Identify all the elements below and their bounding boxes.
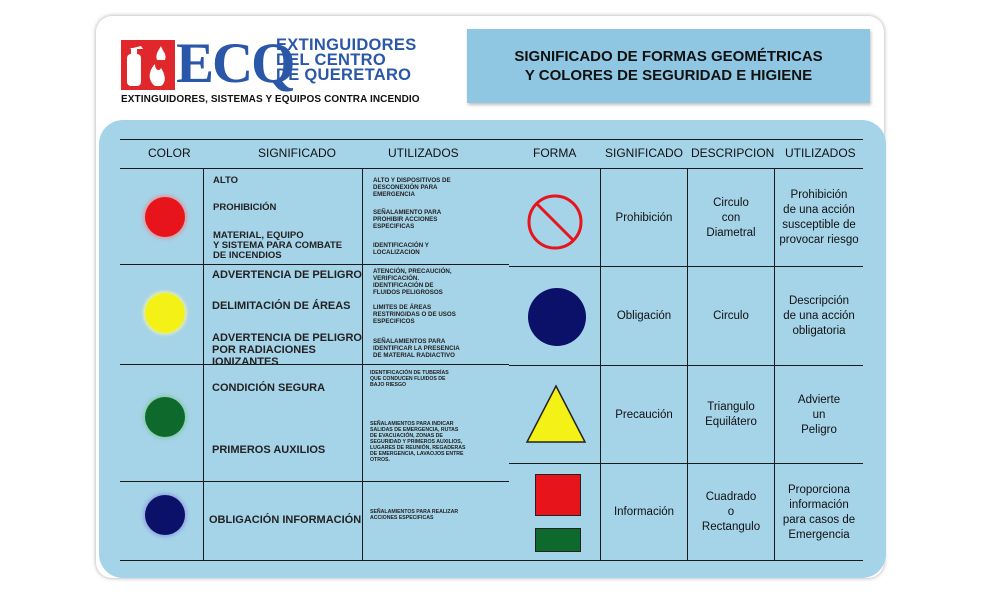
red-color-swatch [145,197,185,237]
significado-item: MATERIAL, EQUIPO Y SISTEMA PARA COMBATE DE INCENDIOS [213,230,343,261]
table-rule [203,168,204,560]
utilizado-item: IDENTIFICACIÓN DE TUBERÍAS QUE CONDUCEN FLUIDOS DE BAJO RIESGO [370,370,449,388]
utilizado-item: ATENCIÓN, PRECAUCIÓN, VERIFICACIÓN. IDENTIFICACIÓN DE FLUIDOS PELIGROSOS [373,268,452,296]
title-line-2: Y COLORES DE SEGURIDAD E HIGIENE [524,67,813,84]
utilizado-item: LIMITES DE ÁREAS RESTRINGIDAS O DE USOS ESPECIFICOS [373,304,456,325]
table-rule [120,264,509,265]
significado-item: PRIMEROS AUXILIOS [212,444,326,456]
significado-item: DELIMITACIÓN DE ÁREAS [212,300,351,312]
navy-color-swatch [145,495,185,535]
significado-cell: Información [613,506,675,518]
title-box [467,29,870,103]
logo-name-line: EXTINGUIDORES [276,36,417,54]
prohibition-circle-icon [526,193,584,251]
table-rule [120,168,863,169]
significado-item: CONDICIÓN SEGURA [212,382,326,394]
table-rule [509,266,863,267]
significado-item: ADVERTENCIA DE PELIGRO POR RADIACIONES IONIZANTES [212,332,362,368]
logo-name-line: DEL CENTRO [276,51,386,69]
significado-cell: Obligación [616,310,672,322]
logo-name-line: DE QUERETARO [276,66,412,84]
utilizados-cell: Advierte un Peligro [797,393,841,436]
header-utilizados-right: UTILIZADOS [785,146,856,160]
utilizado-item: SEÑALAMIENTOS PARA IDENTIFICAR LA PRESENCIA DE MATERIAL RADIACTIVO [373,338,460,359]
header-descripcion: DESCRIPCION [691,146,775,160]
utilizados-cell: Prohibición de una acción susceptible de provocar riesgo [779,189,859,246]
utilizado-item: SEÑALAMIENTOS PARA REALIZAR ACCIONES ESPECIFICAS [370,509,459,521]
green-color-swatch [145,397,185,437]
significado-cell: Precaución [615,408,673,421]
header-utilizados: UTILIZADOS [388,146,459,160]
rectangle-icon [535,528,581,552]
yellow-color-swatch [145,293,185,333]
filled-circle-icon [528,288,586,346]
utilizado-item: IDENTIFICACIÓN Y LOCALIZACION [373,242,429,256]
fire-extinguisher-icon [121,40,175,90]
descripcion-cell: Cuadrado o Rectangulo [701,491,761,533]
utilizados-cell: Descripción de una acción obligatoria [783,295,855,337]
title-line-1: SIGNIFICADO DE FORMAS GEOMÉTRICAS [514,48,823,65]
significado-item: PROHIBICIÓN [213,202,277,213]
logo-tagline: EXTINGUIDORES, SISTEMAS Y EQUIPOS CONTRA INCENDIO [121,94,420,105]
significado-cell: Prohibición [615,211,673,224]
utilizado-item: SEÑALAMIENTO PARA PROHIBIR ACCIONES ESPECIFICAS [373,209,442,230]
descripcion-cell: Circulo [713,310,749,322]
utilizado-item: SEÑALAMIENTOS PARA INDICAR SALIDAS DE EMERGENCIA, RUTAS DE EVACUACIÓN, ZONAS DE SEGURIDAD Y PRIMEROS AUXILIOS, LUGARES DE REUNIÓN, REGADERAS DE EMERGENCIA, LAVAOJOS ENTRE OTROS. [370,421,466,463]
header-forma: FORMA [533,146,577,160]
descripcion-cell: Triangulo Equilátero [705,401,757,428]
logo-company-name [276,38,417,83]
utilizados-cell: Proporciona información para casos de Emergencia [782,483,856,541]
table-rule [120,139,863,140]
header-significado-right: SIGNIFICADO [605,146,684,160]
table-rule [509,463,863,464]
logo-ecq: ECQ [176,32,294,95]
square-icon [535,474,581,516]
descripcion-cell: Circulo con Diametral [706,196,756,239]
significado-item: ADVERTENCIA DE PELIGRO [212,269,362,281]
significado-item: OBLIGACIÓN INFORMACIÓN [209,514,362,526]
significado-item: ALTO [213,175,238,186]
header-significado: SIGNIFICADO [258,146,337,160]
table-rule [509,365,863,366]
utilizado-item: ALTO Y DISPOSITIVOS DE DESCONEXIÓN PARA EMERGENCIA [373,177,451,198]
table-rule [120,481,509,482]
header-color: COLOR [148,146,191,160]
triangle-icon [524,383,588,445]
table-rule [362,168,363,560]
table-rule [120,560,863,561]
